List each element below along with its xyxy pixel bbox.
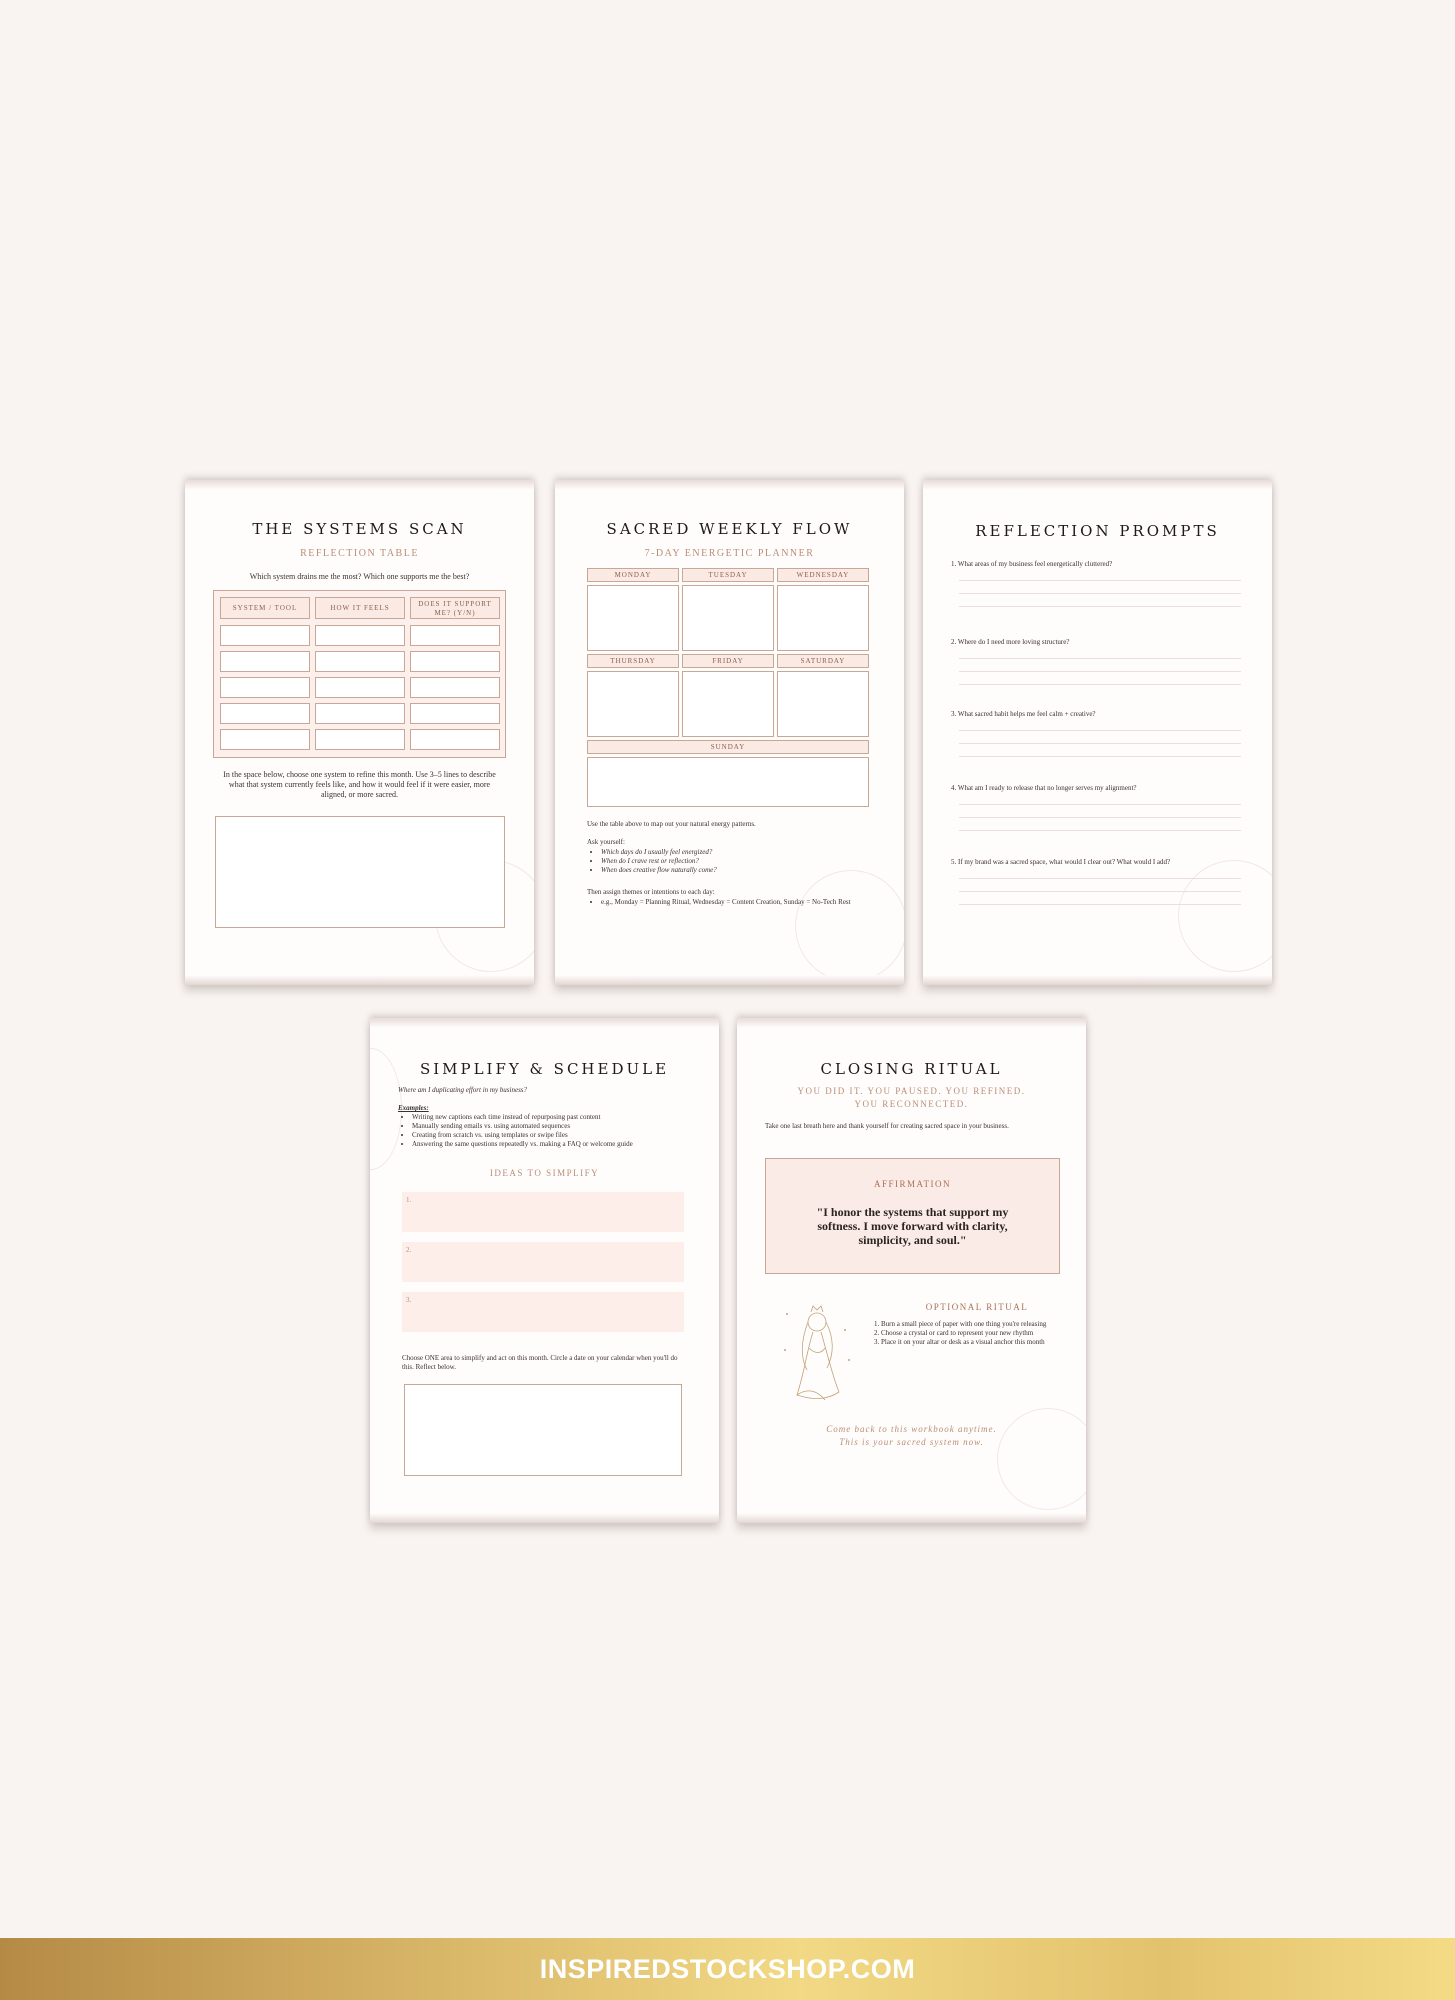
reflection-table [213,590,506,758]
page-title: CLOSING RITUAL [820,1060,1003,1078]
day-box[interactable] [587,585,679,651]
page-subtitle: REFLECTION TABLE [300,548,419,559]
day-box[interactable] [682,671,774,737]
list-item: • Which days do I usually feel energized? [601,848,891,857]
list-item: 2. Choose a crystal or card to represent your new rhythm [881,1329,1066,1338]
day-box[interactable] [777,585,869,651]
brand-url[interactable]: INSPIREDSTOCKSHOP.COM [539,1953,916,1984]
column-header: SYSTEM / TOOL [220,597,310,619]
day-box[interactable] [682,585,774,651]
idea-number: 2. [406,1246,412,1254]
table-cell[interactable] [315,677,405,698]
idea-box[interactable] [402,1292,684,1332]
table-cell[interactable] [220,729,310,750]
column-header: DOES IT SUPPORT ME? (Y/N) [410,597,500,619]
list-item: 1. Burn a small piece of paper with one thing you're releasing [881,1320,1066,1329]
intro-text: Take one last breath here and thank yourself for creating sacred space in your business. [765,1122,1009,1130]
prompt-text: 2. Where do I need more loving structure? [951,638,1070,646]
writing-line[interactable] [959,904,1241,905]
page-subtitle: YOU RECONNECTED. [854,1099,969,1109]
day-header-monday: MONDAY [587,568,679,582]
table-cell[interactable] [220,703,310,724]
list-item: • When do I crave rest or reflection? [601,857,891,866]
day-header-thursday: THURSDAY [587,654,679,668]
affirmation-text: "I honor the systems that support my softness. I move forward with clarity, simplicity, and soul." [816,1205,1009,1247]
intro-text: Use the table above to map out your natural energy patterns. [587,820,756,828]
writing-line[interactable] [959,878,1241,879]
assign-text: Then assign themes or intentions to each day: [587,888,715,896]
list-item: • Answering the same questions repeatedly vs. making a FAQ or welcome guide [412,1140,712,1149]
table-cell[interactable] [410,703,500,724]
table-cell[interactable] [315,703,405,724]
day-box[interactable] [587,671,679,737]
instruction-text: In the space below, choose one system to refine this month. Use 3–5 lines to describe what that system currently feels like, and how it would feel if it were easier, more aligned, or more sacred. [223,770,496,799]
writing-line[interactable] [959,804,1241,805]
question-list [587,848,891,875]
writing-line[interactable] [959,743,1241,744]
day-header-sunday: SUNDAY [587,740,869,754]
prompt-text: 1. What areas of my business feel energetically cluttered? [951,560,1113,568]
ritual-steps [867,1320,1066,1347]
example-list [587,898,891,907]
examples-list [398,1113,712,1149]
page-subtitle: 7-DAY ENERGETIC PLANNER [644,548,815,559]
closing-line: This is your sacred system now. [839,1437,984,1447]
writing-line[interactable] [959,756,1241,757]
list-item: • When does creative flow naturally come? [601,866,891,875]
writing-line[interactable] [959,830,1241,831]
table-cell[interactable] [410,651,500,672]
day-box[interactable] [587,757,869,807]
writing-line[interactable] [959,606,1241,607]
table-cell[interactable] [315,729,405,750]
writing-box[interactable] [404,1384,682,1476]
list-item: • e.g., Monday = Planning Ritual, Wednesday = Content Creation, Sunday = No-Tech Rest [601,898,891,907]
question-text: Where am I duplicating effort in my business? [398,1086,528,1094]
writing-line[interactable] [959,580,1241,581]
day-header-friday: FRIDAY [682,654,774,668]
table-cell[interactable] [410,729,500,750]
day-box[interactable] [777,671,869,737]
table-cell[interactable] [220,625,310,646]
examples-label: Examples: [398,1104,429,1112]
goddess-illustration-icon [777,1300,857,1410]
question-text: Which system drains me the most? Which one supports me the best? [249,572,470,581]
page-title: REFLECTION PROMPTS [975,522,1220,540]
list-item: • Manually sending emails vs. using automated sequences [412,1122,712,1131]
table-cell[interactable] [220,651,310,672]
writing-line[interactable] [959,593,1241,594]
page-simplify-schedule [370,1018,719,1523]
idea-number: 1. [406,1196,412,1204]
list-item: • Writing new captions each time instead of repurposing past content [412,1113,712,1122]
writing-line[interactable] [959,671,1241,672]
writing-line[interactable] [959,730,1241,731]
table-cell[interactable] [315,625,405,646]
page-subtitle: YOU DID IT. YOU PAUSED. YOU REFINED. [797,1086,1026,1096]
instruction-text: Choose ONE area to simplify and act on this month. Circle a date on your calendar when you'll do this. Reflect below. [402,1354,678,1371]
day-header-saturday: SATURDAY [777,654,869,668]
column-header: HOW IT FEELS [315,597,405,619]
brand-banner [0,1938,1455,2000]
ask-label: Ask yourself: [587,838,625,846]
ritual-title: OPTIONAL RITUAL [925,1302,1029,1312]
writing-box[interactable] [215,816,505,928]
page-reflection-prompts [923,480,1272,985]
prompt-text: 4. What am I ready to release that no longer serves my alignment? [951,784,1137,792]
affirmation-label: AFFIRMATION [873,1179,951,1189]
day-header-tuesday: TUESDAY [682,568,774,582]
page-weekly-flow [555,480,904,985]
writing-line[interactable] [959,684,1241,685]
table-cell[interactable] [410,677,500,698]
table-cell[interactable] [315,651,405,672]
affirmation-box [765,1158,1060,1274]
page-title: THE SYSTEMS SCAN [252,520,467,538]
decorative-circle [1178,860,1272,972]
idea-number: 3. [406,1296,412,1304]
closing-line: Come back to this workbook anytime. [826,1424,997,1434]
writing-line[interactable] [959,817,1241,818]
decorative-circle [795,870,904,982]
page-title: SACRED WEEKLY FLOW [606,520,853,538]
writing-line[interactable] [959,891,1241,892]
prompt-text: 3. What sacred habit helps me feel calm + creative? [951,710,1096,718]
list-item: 3. Place it on your altar or desk as a visual anchor this month [881,1338,1066,1347]
ideas-title: IDEAS TO SIMPLIFY [489,1168,600,1178]
idea-box[interactable] [402,1192,684,1232]
idea-box[interactable] [402,1242,684,1282]
page-systems-scan [185,480,534,985]
list-item: • Creating from scratch vs. using templates or swipe files [412,1131,712,1140]
table-cell[interactable] [410,625,500,646]
prompt-text: 5. If my brand was a sacred space, what would I clear out? What would I add? [951,858,1171,866]
page-closing-ritual [737,1018,1086,1523]
day-header-wednesday: WEDNESDAY [777,568,869,582]
table-cell[interactable] [220,677,310,698]
writing-line[interactable] [959,658,1241,659]
page-title: SIMPLIFY & SCHEDULE [419,1060,670,1078]
